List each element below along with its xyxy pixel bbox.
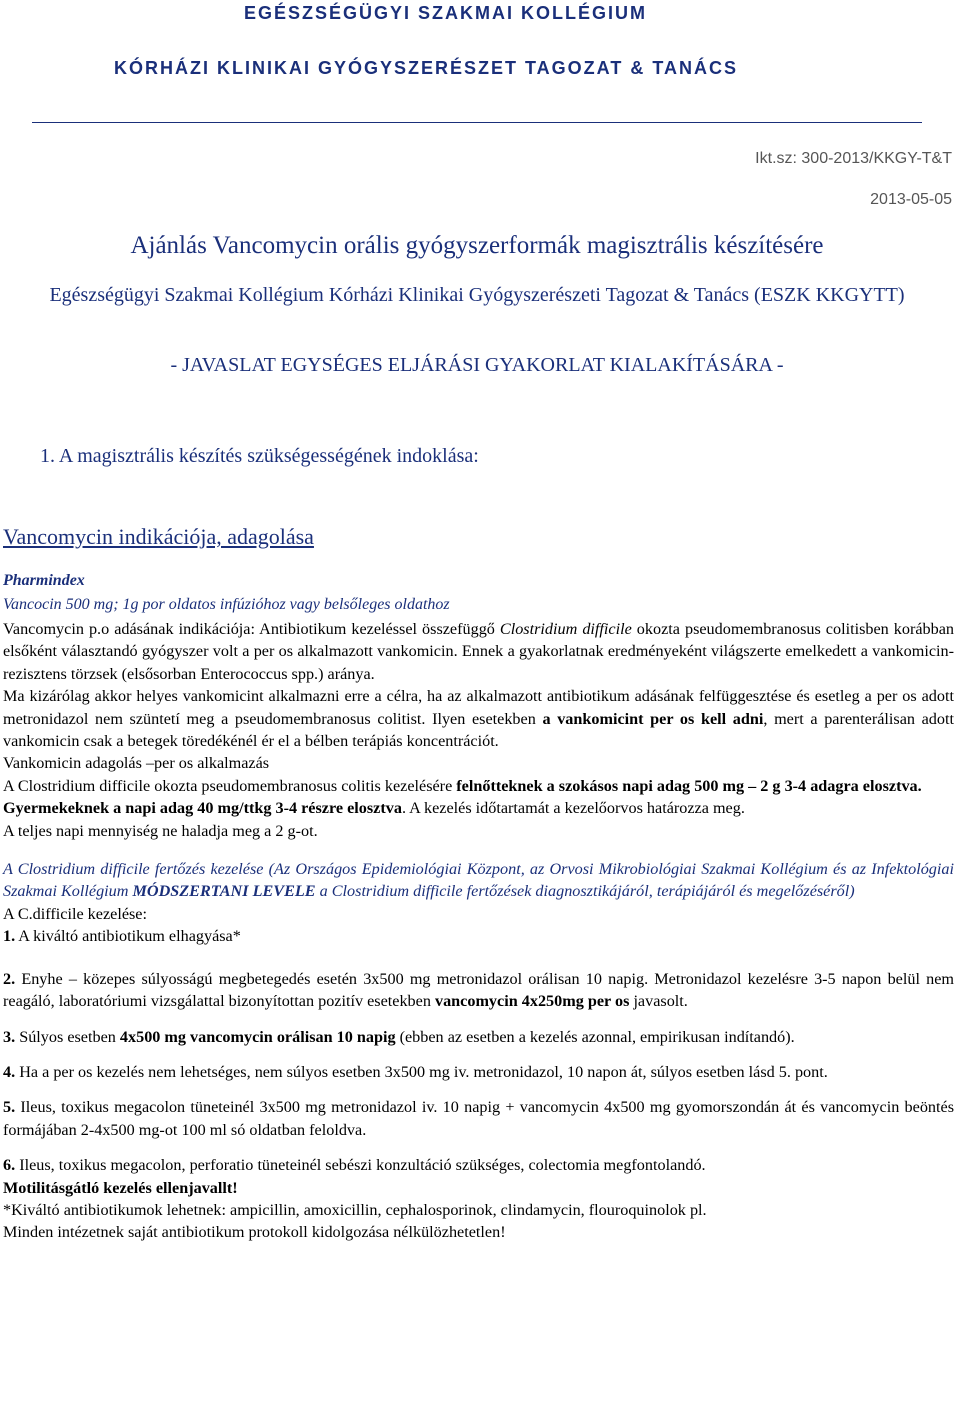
text-run: , mert a parenterálisan adott vankomicin csak a betegek töredékénél ér el a bélben terápiás koncentrációt. bbox=[3, 709, 954, 751]
text-run-bold: felnőtteknek a szokásos napi adag 500 mg – 2 g 3-4 adagra elosztva. bbox=[456, 776, 922, 795]
footnote-antibiotics: *Kiváltó antibiotikumok lehetnek: ampicillin, amoxicillin, cephalosporinok, clindamycin, flouroquinolok pl. bbox=[3, 1200, 707, 1219]
warning-motility bbox=[3, 1177, 954, 1199]
item-number: 2. bbox=[3, 969, 16, 988]
paragraph-child-dose bbox=[3, 797, 954, 819]
paragraph-max-dose: A teljes napi mennyiség ne haladja meg a 2 g-ot. bbox=[3, 821, 318, 840]
item-number: 1. bbox=[3, 927, 16, 946]
vancocin-product-line: Vancocin 500 mg; 1g por oldatos infúzióhoz vagy belsőleges oldathoz bbox=[3, 596, 450, 613]
list-item-4 bbox=[3, 1061, 954, 1083]
section-1-heading: 1. A magisztrális készítés szükségességének indoklása: bbox=[40, 445, 479, 467]
text-run: Ha a per os kezelés nem lehetséges, nem súlyos esetben 3x500 mg iv. metronidazol, 10 napon át, súlyos esetben lásd 5. pont. bbox=[15, 1062, 828, 1081]
subheading-indication: Vancomycin indikációja, adagolása bbox=[3, 524, 314, 549]
item-number: 4. bbox=[3, 1062, 16, 1081]
college-heading: EGÉSZSÉGÜGYI SZAKMAI KOLLÉGIUM bbox=[244, 3, 648, 23]
footnote-protocol: Minden intézetnek saját antibiotikum protokoll kidolgozása nélkülözhetetlen! bbox=[3, 1223, 506, 1242]
paragraph-reference bbox=[3, 858, 954, 903]
text-run: A kiváltó antibiotikum elhagyása* bbox=[15, 927, 241, 946]
text-run: Vancomycin p.o adásának indikációja: Antibiotikum kezeléssel összefüggő bbox=[3, 620, 500, 638]
paragraph-adult-dose bbox=[3, 775, 954, 797]
list-item-6 bbox=[3, 1154, 954, 1176]
header-divider bbox=[32, 122, 922, 123]
proposal-line: - JAVASLAT EGYSÉGES ELJÁRÁSI GYAKORLAT KIALAKÍTÁSÁRA - bbox=[170, 354, 784, 376]
pharmindex-label: Pharmindex bbox=[3, 572, 85, 589]
text-run-bold: Gyermekeknek a napi adag 40 mg/ttkg 3-4 részre elosztva bbox=[3, 799, 402, 818]
list-item-5 bbox=[3, 1096, 954, 1141]
paragraph-usage bbox=[3, 685, 954, 752]
paragraph-treatment-heading: A C.difficile kezelése: bbox=[3, 904, 147, 923]
organization-name: Egészségügyi Szakmai Kollégium Kórházi Klinikai Gyógyszerészeti Tagozat & Tanács (ESZK KKGYTT) bbox=[49, 284, 905, 306]
text-run-bold: 4x500 mg vancomycin orálisan 10 napig bbox=[119, 1027, 396, 1046]
list-item-3 bbox=[3, 1026, 954, 1048]
text-run: Ma kizárólag akkor helyes vankomicint alkalmazni erre a célra, ha az alkalmazott antibiotikum adásának felfüggesztése és esetleg a per os adott metronidazol nem szüntetí meg a pseudomembranosus colitist. Ilyen esetekben bbox=[3, 687, 954, 728]
text-run: okozta pseudomembranosus colitisben korábban elsőként választandó gyógyszer volt a per os alkalmazott vankomicin. Ennek a gyakorlatnak eredményeként világszerte emelkedett a vankomicin-rezisztens törzsek (elsősorban Enterococcus spp.) aránya. bbox=[3, 620, 954, 683]
text-run-italic: a Clostridium difficile fertőzések diagnosztikájáról, terápiájáról és megelőzéséről) bbox=[315, 882, 855, 901]
text-run: Enyhe – közepes súlyosságú megbetegedés esetén 3x500 mg metronidazol orálisan 10 napig. Metronidazol kezelésre 3-5 napon belül nem reagáló, laboratóriumi vizsgálattal bizonyítottan pozitív esetekben bbox=[3, 969, 954, 1011]
text-run: Ileus, toxikus megacolon, perforatio tüneteinél sebészi konzultáció szükséges, colectomia megfontolandó. bbox=[15, 1156, 706, 1175]
document-title: Ajánlás Vancomycin orális gyógyszerformák magisztrális készítésére bbox=[130, 232, 824, 259]
item-number: 5. bbox=[3, 1098, 16, 1117]
text-run-bold: a vankomicint per os kell adni bbox=[542, 709, 764, 728]
document-date: 2013-05-05 bbox=[870, 191, 952, 208]
section-heading: KÓRHÁZI KLINIKAI GYÓGYSZERÉSZET TAGOZAT & TANÁCS bbox=[114, 58, 738, 78]
text-run: javasolt. bbox=[629, 992, 688, 1011]
list-item-2 bbox=[3, 968, 954, 1013]
text-run-italic: A Clostridium difficile fertőzés kezelése (Az Országos Epidemiológiai Központ, az Orvosi Mikrobiológiai Szakmai Kollégium és az Infektológiai Szakmai Kollégium bbox=[3, 860, 954, 901]
document-body bbox=[3, 618, 954, 1244]
text-run-italic: Clostridium difficile bbox=[499, 620, 632, 638]
item-number: 3. bbox=[3, 1027, 16, 1046]
text-run: A Clostridium difficile okozta pseudomembranosus colitis kezelésére bbox=[3, 776, 457, 795]
paragraph-indication bbox=[3, 618, 954, 685]
text-run-bold: MÓDSZERTANI LEVELE bbox=[132, 882, 316, 901]
file-number: Ikt.sz: 300-2013/KKGY-T&T bbox=[755, 150, 952, 167]
text-run: . A kezelés időtartamát a kezelőorvos határozza meg. bbox=[401, 799, 745, 818]
text-run: Ileus, toxikus megacolon tüneteinél 3x500 mg metronidazol iv. 10 napig + vancomycin 4x500 mg gyomorszondán át és vancomycin beöntés formájában 2-4x500 mg-ot 100 ml só oldatban feloldva. bbox=[3, 1098, 954, 1139]
text-run: Súlyos esetben bbox=[15, 1027, 120, 1046]
paragraph-dosing-heading: Vankomicin adagolás –per os alkalmazás bbox=[3, 754, 270, 773]
list-item-1 bbox=[3, 925, 954, 947]
text-run-bold: vancomycin 4x250mg per os bbox=[434, 992, 630, 1011]
text-run: (ebben az esetben a kezelés azonnal, empirikusan indítandó). bbox=[395, 1027, 795, 1046]
item-number: 6. bbox=[3, 1156, 16, 1175]
text-run-bold: Motilitásgátló kezelés ellenjavallt! bbox=[3, 1178, 238, 1197]
